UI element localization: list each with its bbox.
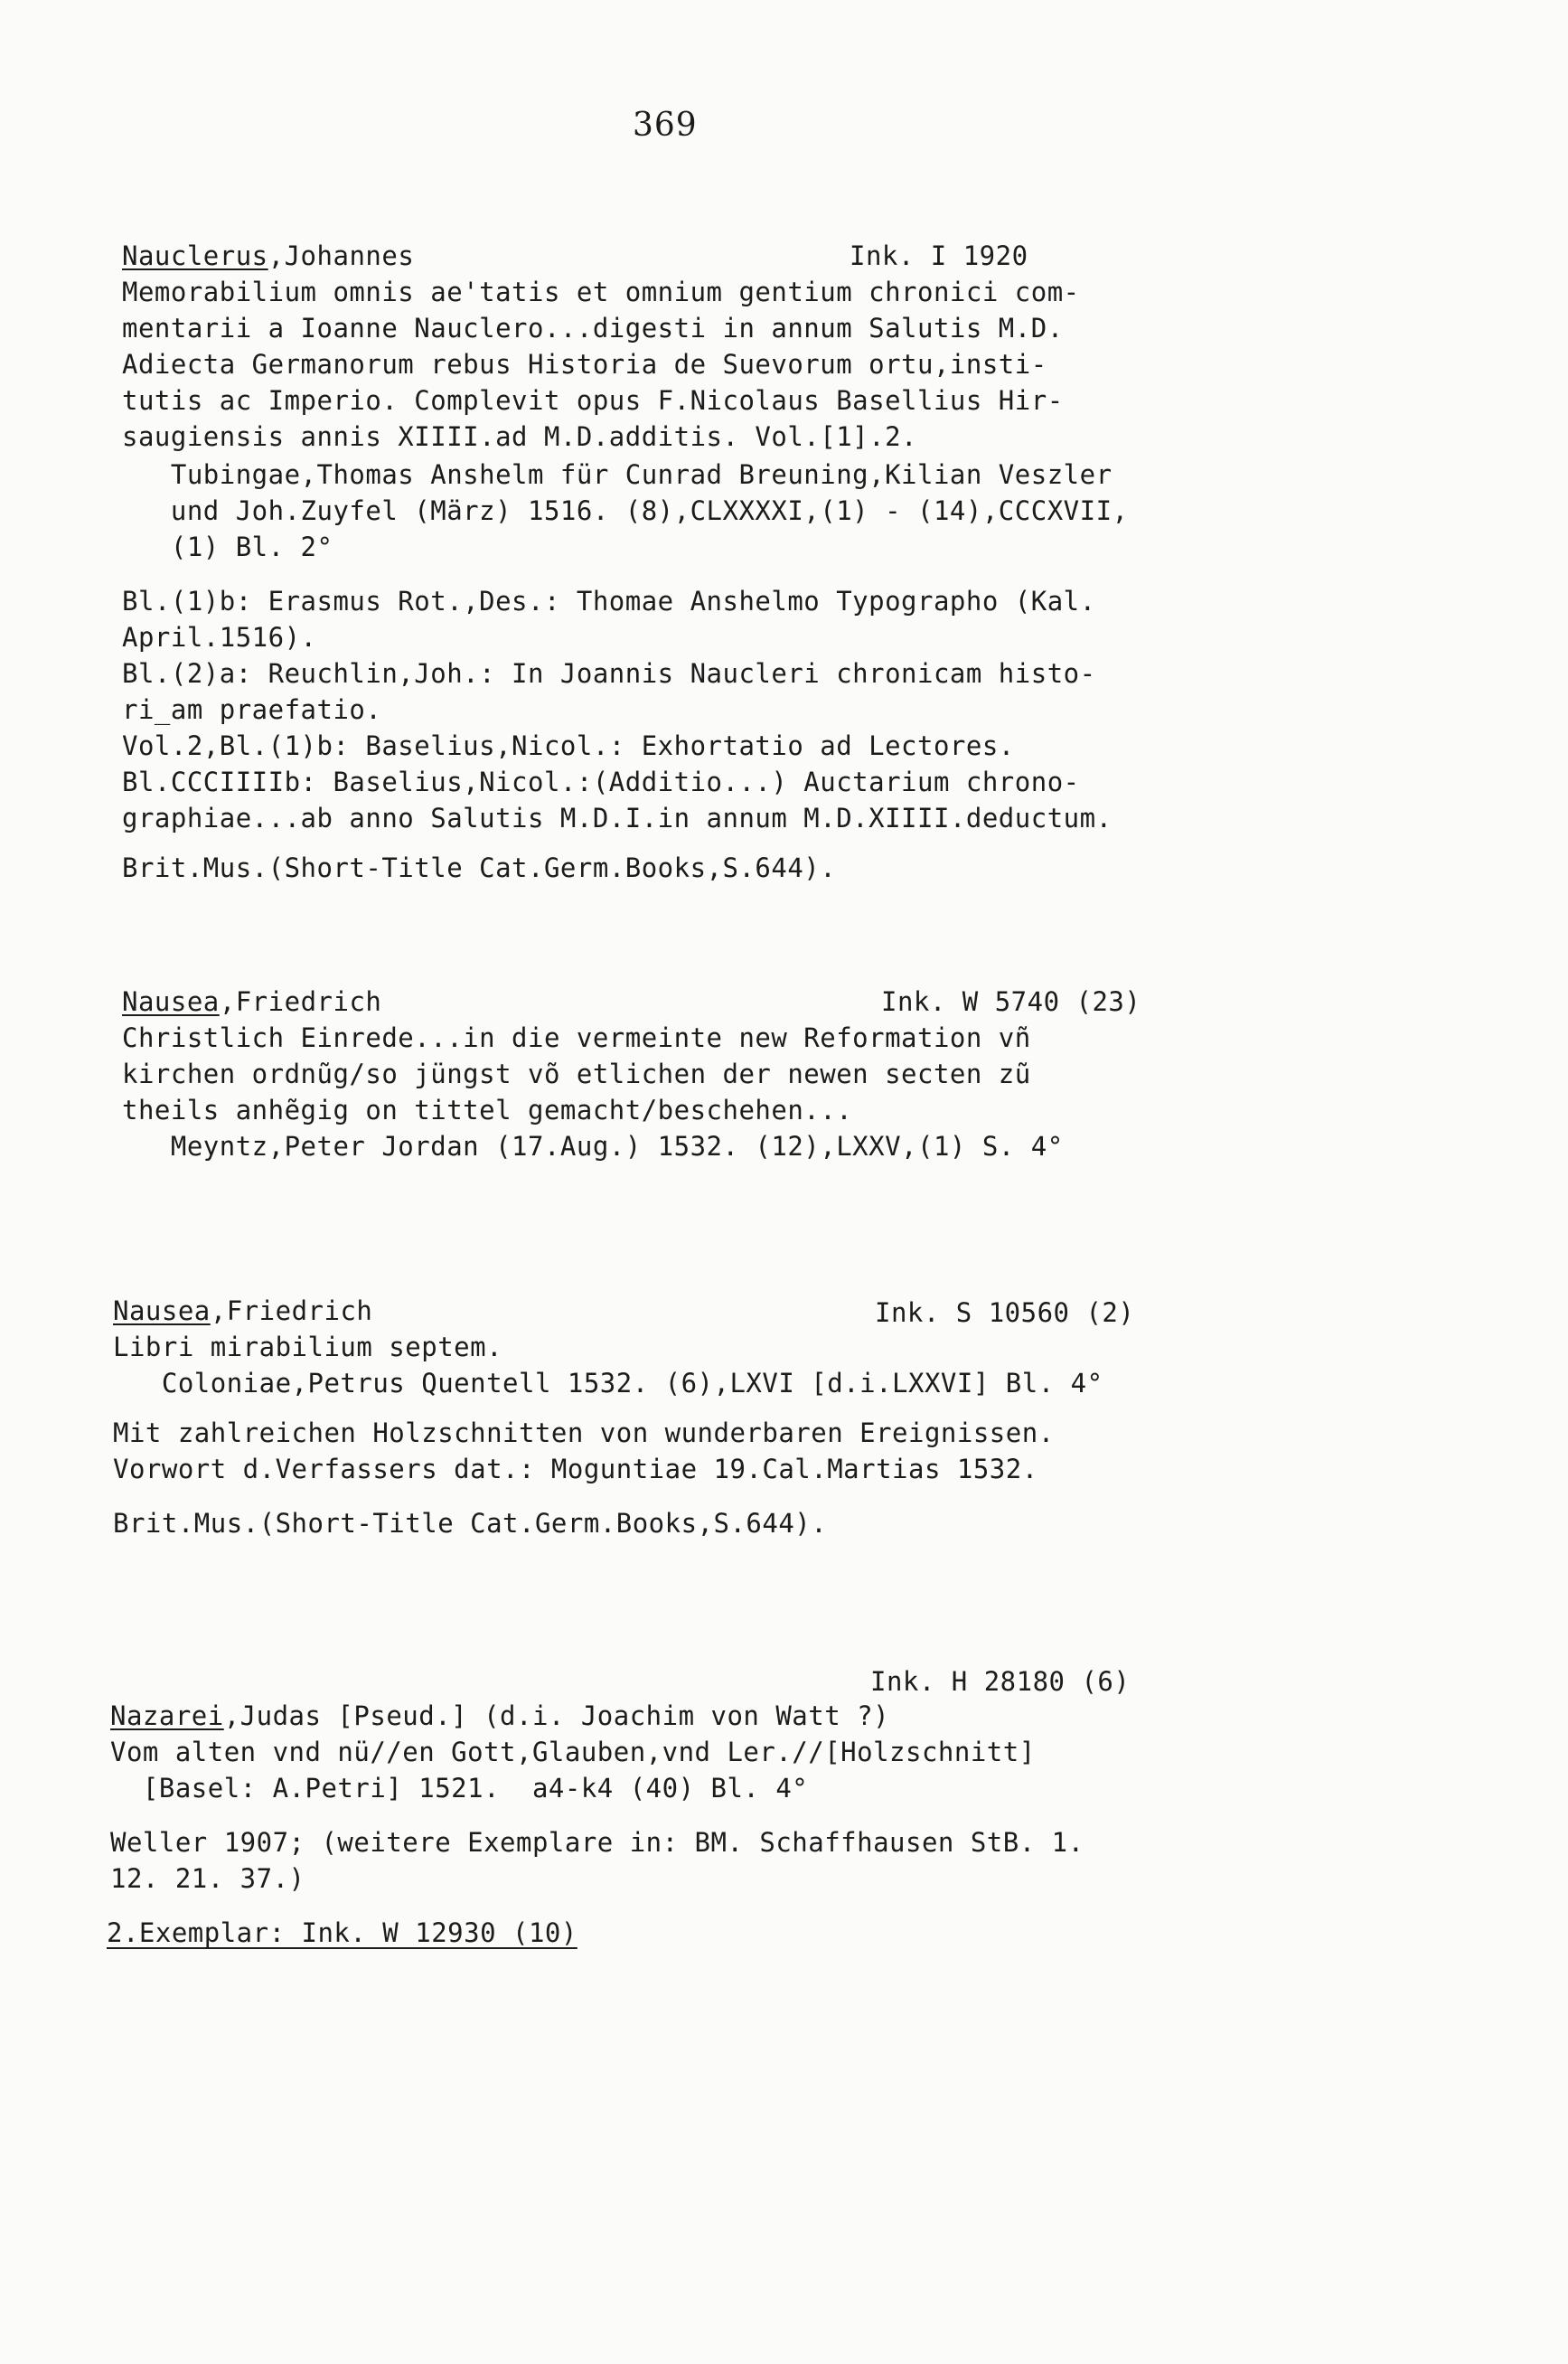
entry-line: Memorabilium omnis ae'tatis et omnium gentium chronici com- bbox=[122, 277, 1080, 307]
entry-line: Bl.CCCIIIIb: Baselius,Nicol.:(Additio...) Auctarium chrono- bbox=[122, 767, 1080, 797]
author-forename: ,Johannes bbox=[268, 240, 415, 271]
entry-line: Brit.Mus.(Short-Title Cat.Germ.Books,S.644). bbox=[113, 1508, 828, 1539]
entry-line: Vom alten vnd nü//en Gott,Glauben,vnd Ler.//[Holzschnitt] bbox=[110, 1737, 1036, 1767]
shelfmark: Ink. H 28180 (6) bbox=[870, 1666, 1131, 1697]
entry-line: Mit zahlreichen Holzschnitten von wunderbaren Ereignissen. bbox=[113, 1417, 1055, 1448]
author-forename: ,Judas [Pseud.] (d.i. Joachim von Watt ?) bbox=[223, 1700, 890, 1731]
entry-heading bbox=[122, 238, 414, 274]
author-forename: ,Friedrich bbox=[219, 986, 382, 1017]
shelfmark: Ink. S 10560 (2) bbox=[875, 1297, 1135, 1328]
entry-line: Tubingae,Thomas Anshelm für Cunrad Breuning,Kilian Veszler bbox=[122, 459, 1113, 490]
entry-line: Libri mirabilium septem. bbox=[113, 1332, 503, 1362]
author-surname: Nausea bbox=[113, 1295, 211, 1326]
entry-line: April.1516). bbox=[122, 622, 317, 653]
entry-line: 12. 21. 37.) bbox=[110, 1863, 305, 1894]
entry-line: Weller 1907; (weitere Exemplare in: BM. Schaffhausen StB. 1. bbox=[110, 1827, 1084, 1858]
entry-line: Adiecta Germanorum rebus Historia de Suevorum ortu,insti- bbox=[122, 349, 1047, 380]
author-surname: Nazarei bbox=[110, 1700, 224, 1731]
entry-line: mentarii a Ioanne Nauclero...digesti in annum Salutis M.D. bbox=[122, 313, 1064, 344]
entry-line: theils anhẽgig on tittel gemacht/beschehen... bbox=[122, 1095, 853, 1125]
entry-line: tutis ac Imperio. Complevit opus F.Nicolaus Basellius Hir- bbox=[122, 385, 1064, 416]
entry-line: Meyntz,Peter Jordan (17.Aug.) 1532. (12),LXXV,(1) S. 4° bbox=[122, 1131, 1064, 1162]
entry-line: Christlich Einrede...in die vermeinte new Reformation vñ bbox=[122, 1022, 1031, 1053]
page-number: 369 bbox=[633, 107, 698, 144]
author-surname: Nausea bbox=[122, 986, 220, 1017]
entry-line: (1) Bl. 2° bbox=[122, 532, 333, 562]
entry-line: ri_am praefatio. bbox=[122, 694, 382, 725]
entry-line: Vol.2,Bl.(1)b: Baselius,Nicol.: Exhortatio ad Lectores. bbox=[122, 730, 1015, 761]
entry-line: saugiensis annis XIIII.ad M.D.additis. Vol.[1].2. bbox=[122, 421, 918, 452]
second-copy-note: 2.Exemplar: Ink. W 12930 (10) bbox=[107, 1917, 577, 1948]
entry-heading bbox=[113, 1293, 372, 1329]
entry-line: Brit.Mus.(Short-Title Cat.Germ.Books,S.644). bbox=[122, 852, 837, 883]
shelfmark: Ink. I 1920 bbox=[850, 240, 1028, 271]
entry-line: graphiae...ab anno Salutis M.D.I.in annum M.D.XIIII.deductum. bbox=[122, 803, 1113, 834]
entry-heading bbox=[110, 1698, 889, 1734]
shelfmark: Ink. W 5740 (23) bbox=[881, 986, 1141, 1017]
entry-line: kirchen ordnũg/so jüngst võ etlichen der newen secten zũ bbox=[122, 1059, 1031, 1089]
author-forename: ,Friedrich bbox=[210, 1295, 373, 1326]
entry-line: Coloniae,Petrus Quentell 1532. (6),LXVI [d.i.LXXVI] Bl. 4° bbox=[113, 1368, 1103, 1399]
entry-line: Bl.(2)a: Reuchlin,Joh.: In Joannis Naucleri chronicam histo- bbox=[122, 658, 1096, 689]
author-surname: Nauclerus bbox=[122, 240, 268, 271]
entry-line: [Basel: A.Petri] 1521. a4-k4 (40) Bl. 4° bbox=[110, 1773, 809, 1804]
entry-line: Bl.(1)b: Erasmus Rot.,Des.: Thomae Anshelmo Typographo (Kal. bbox=[122, 586, 1096, 617]
entry-line: und Joh.Zuyfel (März) 1516. (8),CLXXXXI,(1) - (14),CCCXVII, bbox=[122, 495, 1129, 526]
entry-heading bbox=[122, 984, 381, 1020]
entry-line: Vorwort d.Verfassers dat.: Moguntiae 19.Cal.Martias 1532. bbox=[113, 1454, 1038, 1484]
